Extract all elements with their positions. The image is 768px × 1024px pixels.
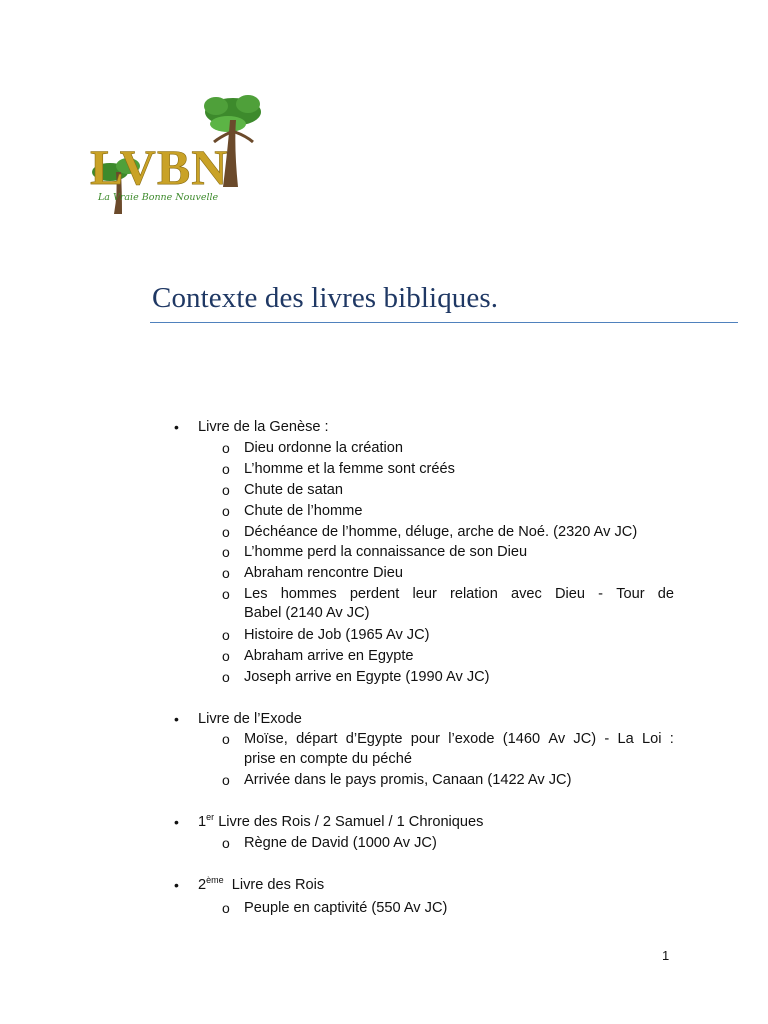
word: pour [410, 731, 440, 747]
heading-text: Livre des Rois [223, 877, 325, 893]
word: départ [296, 731, 338, 747]
sub-marker: o [222, 772, 230, 788]
word: Av [548, 731, 566, 747]
word: perdent [349, 586, 400, 602]
heading-number: 2 [198, 877, 207, 893]
sub-marker: o [222, 835, 230, 851]
sub-marker: o [222, 461, 230, 477]
section-heading-rois-2 [198, 875, 324, 895]
sub-marker: o [222, 565, 230, 581]
bullet-marker: • [174, 419, 179, 435]
bullet-marker: • [174, 814, 179, 830]
sub-marker: o [222, 648, 230, 664]
word: Dieu [554, 586, 585, 602]
section-heading-exode: Livre de l’Exode [198, 711, 302, 727]
sub-marker: o [222, 482, 230, 498]
page-number: 1 [662, 948, 670, 963]
sub-marker: o [222, 900, 230, 916]
logo-text: LVBN [90, 139, 229, 195]
heading-ordinal: er [206, 812, 215, 823]
page-title: Contexte des livres bibliques. [152, 282, 499, 314]
list-item: Dieu ordonne la création [244, 440, 404, 456]
word: de [657, 586, 674, 602]
word: Tour [616, 586, 645, 602]
title-rule [150, 322, 738, 323]
list-item: Règne de David (1000 Av JC) [244, 835, 437, 851]
sub-marker: o [222, 440, 230, 456]
word: Moïse, [244, 731, 288, 747]
sub-marker: o [222, 524, 230, 540]
word: relation [449, 586, 498, 602]
list-item: Chute de satan [244, 482, 343, 498]
list-item: L’homme et la femme sont créés [244, 461, 455, 477]
list-item: Abraham rencontre Dieu [244, 565, 403, 581]
section-heading-rois-1 [198, 812, 483, 832]
sub-marker: o [222, 503, 230, 519]
sub-marker: o [222, 586, 230, 602]
list-item: Peuple en captivité (550 Av JC) [244, 900, 448, 916]
list-item [244, 729, 674, 749]
word: l’exode [448, 731, 495, 747]
list-item [244, 584, 674, 604]
sub-marker: o [222, 627, 230, 643]
word: avec [511, 586, 542, 602]
list-item: Déchéance de l’homme, déluge, arche de Noé. (2320 Av JC) [244, 524, 638, 540]
list-item: Arrivée dans le pays promis, Canaan (1422 Av JC) [244, 772, 572, 788]
list-item: Chute de l’homme [244, 503, 363, 519]
list-item-continuation: prise en compte du péché [244, 751, 412, 767]
list-item: Joseph arrive en Egypte (1990 Av JC) [244, 669, 490, 685]
word: : [669, 731, 674, 747]
word: Loi [642, 731, 662, 747]
list-item: L’homme perd la connaissance de son Dieu [244, 544, 528, 560]
logo-tagline: La Vraie Bonne Nouvelle [98, 192, 219, 203]
word: - [598, 586, 604, 602]
list-item: Abraham arrive en Egypte [244, 648, 414, 664]
lvbn-logo [88, 92, 268, 217]
word: La [617, 731, 634, 747]
word: (1460 [502, 731, 541, 747]
sub-marker: o [222, 669, 230, 685]
heading-text: Livre des Rois / 2 Samuel / 1 Chroniques [214, 814, 484, 830]
heading-number: 1 [198, 814, 207, 830]
sub-marker: o [222, 544, 230, 560]
word: - [604, 731, 610, 747]
list-item-continuation: Babel (2140 Av JC) [244, 605, 370, 621]
section-heading-genese: Livre de la Genèse : [198, 419, 329, 435]
bullet-marker: • [174, 711, 179, 727]
word: Les [244, 586, 268, 602]
word: leur [412, 586, 437, 602]
word: d’Egypte [345, 731, 403, 747]
sub-marker: o [222, 731, 230, 747]
list-item: Histoire de Job (1965 Av JC) [244, 627, 430, 643]
bullet-marker: • [174, 877, 179, 893]
word: hommes [280, 586, 337, 602]
heading-ordinal: ème [206, 875, 224, 886]
word: JC) [573, 731, 597, 747]
